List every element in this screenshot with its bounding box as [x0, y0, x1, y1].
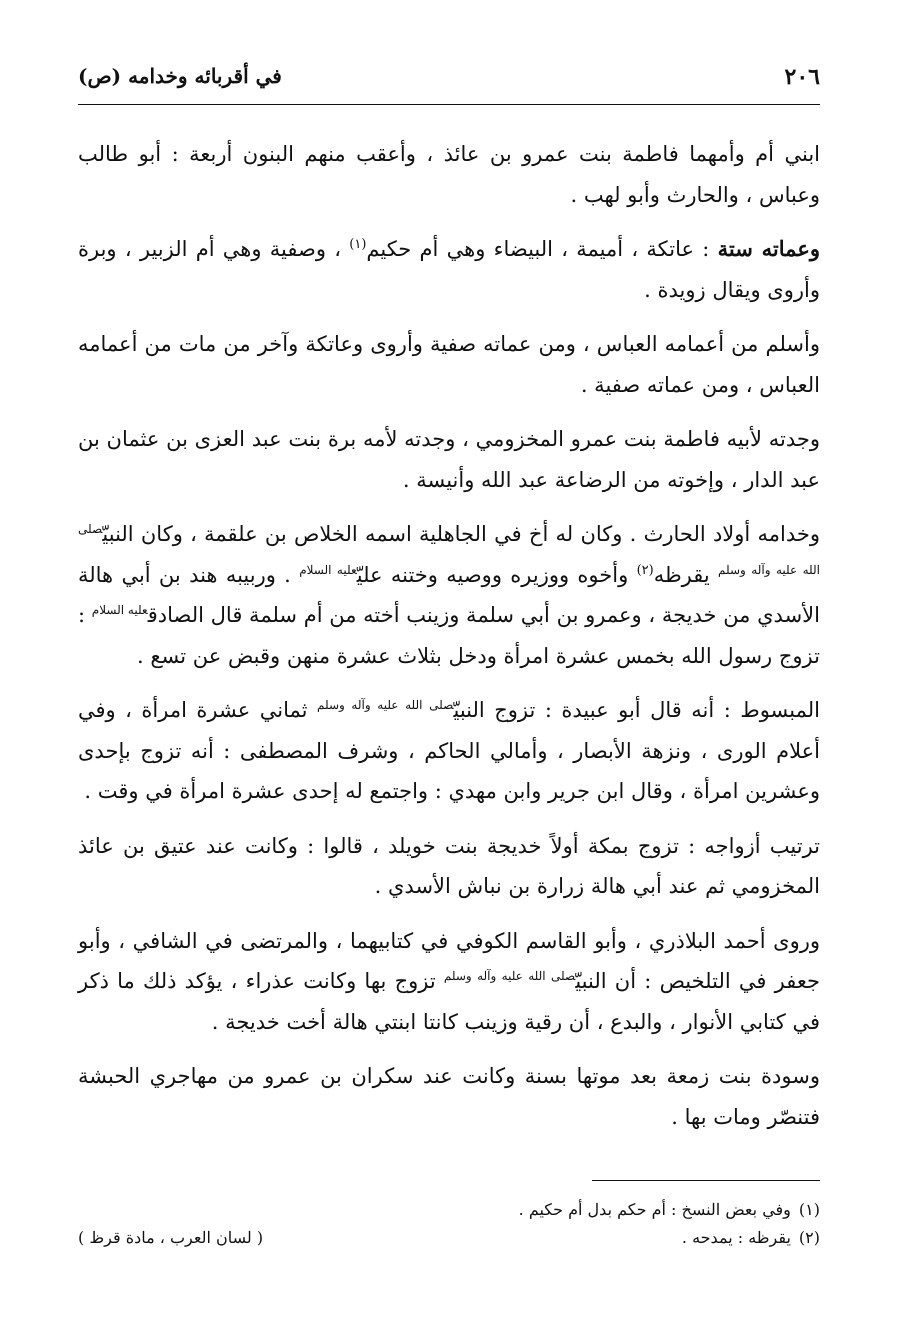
- paragraph-3: [78, 324, 820, 405]
- paragraph-text: . وربيبه هند بن أبي هالة الأسدي من خديجة ، وعمرو بن أبي سلمة وزينب أخته من أم سلمة قال الصادق: [78, 562, 820, 627]
- footnote-ref-1: (١): [349, 237, 367, 252]
- footnote-2: [78, 1224, 820, 1252]
- footnote-text: يقرظه : يمدحه .: [681, 1228, 791, 1247]
- paragraph-text: وروى أحمد البلاذري ، وأبو القاسم الكوفي في كتابيهما ، والمرتضى في الشافي ، وأبو جعفر في التلخيص : أن النبيّ: [78, 928, 821, 993]
- paragraph-7: [78, 826, 820, 907]
- footnote-number: (١): [798, 1200, 820, 1219]
- page-number: ٢٠٦: [784, 64, 820, 90]
- footnote-text: وفي بعض النسخ : أم حكم بدل أم حكيم .: [518, 1200, 791, 1219]
- honorific-mark: صلى الله عليه وآله وسلم: [316, 698, 454, 712]
- paragraph-text: تزوج بها وكانت عذراء ، يؤكد ذلك ما ذكر في كتابي الأنوار ، والبدع ، أن رقية وزينب كانتا ابنتي هالة أخت خديجة .: [78, 969, 820, 1034]
- paragraph-text: المبسوط : أنه قال أبو عبيدة : تزوج النبيّ: [453, 698, 820, 722]
- paragraph-text: ، وصفية وهي أم الزبير ، وبرة وأروى ويقال زويدة .: [78, 237, 820, 302]
- paragraph-text: : عاتكة ، أميمة ، البيضاء وهي أم حكيم: [366, 237, 718, 261]
- paragraph-6: [78, 690, 820, 812]
- paragraph-8: [78, 921, 820, 1043]
- paragraph-5: [78, 514, 820, 676]
- paragraph-text: وخدامه أولاد الحارث . وكان له أخ في الجاهلية اسمه الخلاص بن علقمة ، وكان النبيّ: [102, 522, 820, 546]
- page-header: [78, 64, 820, 102]
- paragraph-text: يقرظه: [653, 562, 719, 587]
- honorific-mark: صلى الله عليه وآله وسلم: [443, 969, 576, 983]
- paragraph-1: [78, 134, 820, 215]
- paragraph-text: وسودة بنت زمعة بعد موتها بسنة وكانت عند سكران بن عمرو من مهاجري الحبشة فتنصّر ومات بها .: [78, 1064, 820, 1129]
- paragraph-text: وأسلم من أعمامه العباس ، ومن عماته صفية وأروى وعاتكة وآخر من مات من أعمامه العباس ، ومن عماته صفية .: [78, 332, 820, 397]
- footnotes: [78, 1196, 820, 1252]
- paragraph-text: ابني أم وأمهما فاطمة بنت عمرو بن عائذ ، وأعقب منهم البنون أربعة : أبو طالب وعباس ، والحارث وأبو لهب .: [78, 142, 820, 207]
- footnote-ref-2: (٢): [636, 562, 654, 578]
- paragraph-text: : تزوج رسول الله بخمس عشرة امرأة ودخل بثلاث عشرة منهن وقبض عن تسع .: [78, 603, 820, 668]
- paragraph-text: ثماني عشرة امرأة ، وفي أعلام الورى ، ونزهة الأبصار ، وأمالي الحاكم ، وشرف المصطفى : أنه تزوج بإحدى وعشرين امرأة ، وقال ابن جرير وابن مهدي : واجتمع له إحدى عشرة امرأة في وقت .: [78, 698, 820, 803]
- paragraph-4: [78, 419, 820, 500]
- paragraph-text: وأخوه ووزيره ووصيه وختنه عليّ: [356, 562, 637, 587]
- paragraph-text: وجدته لأبيه فاطمة بنت عمرو المخزومي ، وجدته لأمه برة بنت عبد العزى بن عثمان بن عبد الدار ، وإخوته من الرضاعة عبد الله وأنيسة .: [78, 427, 820, 492]
- paragraph-lead: وعماته ستة: [717, 236, 820, 261]
- footnote-1: [78, 1196, 820, 1224]
- footnote-source: ( لسان العرب ، مادة قرظ ): [78, 1228, 264, 1247]
- honorific-mark: صلى الله عليه وآله وسلم: [78, 522, 821, 577]
- header-rule: [78, 104, 820, 105]
- honorific-mark: عليه السلام: [299, 562, 357, 577]
- body-text: [78, 134, 820, 1151]
- running-title: في أقربائه وخدامه (ص): [78, 64, 282, 88]
- paragraph-text: ترتيب أزواجه : تزوج بمكة أولاً خديجة بنت خويلد ، قالوا : وكانت عند عتيق بن عائذ المخزومي ثم عند أبي هالة زرارة بن نباش الأسدي .: [78, 833, 820, 898]
- footnote-number: (٢): [798, 1228, 820, 1247]
- footnote-rule: [592, 1180, 820, 1181]
- honorific-mark: عليه السلام: [91, 603, 148, 617]
- paragraph-2: [78, 229, 820, 310]
- paragraph-9: [78, 1056, 820, 1137]
